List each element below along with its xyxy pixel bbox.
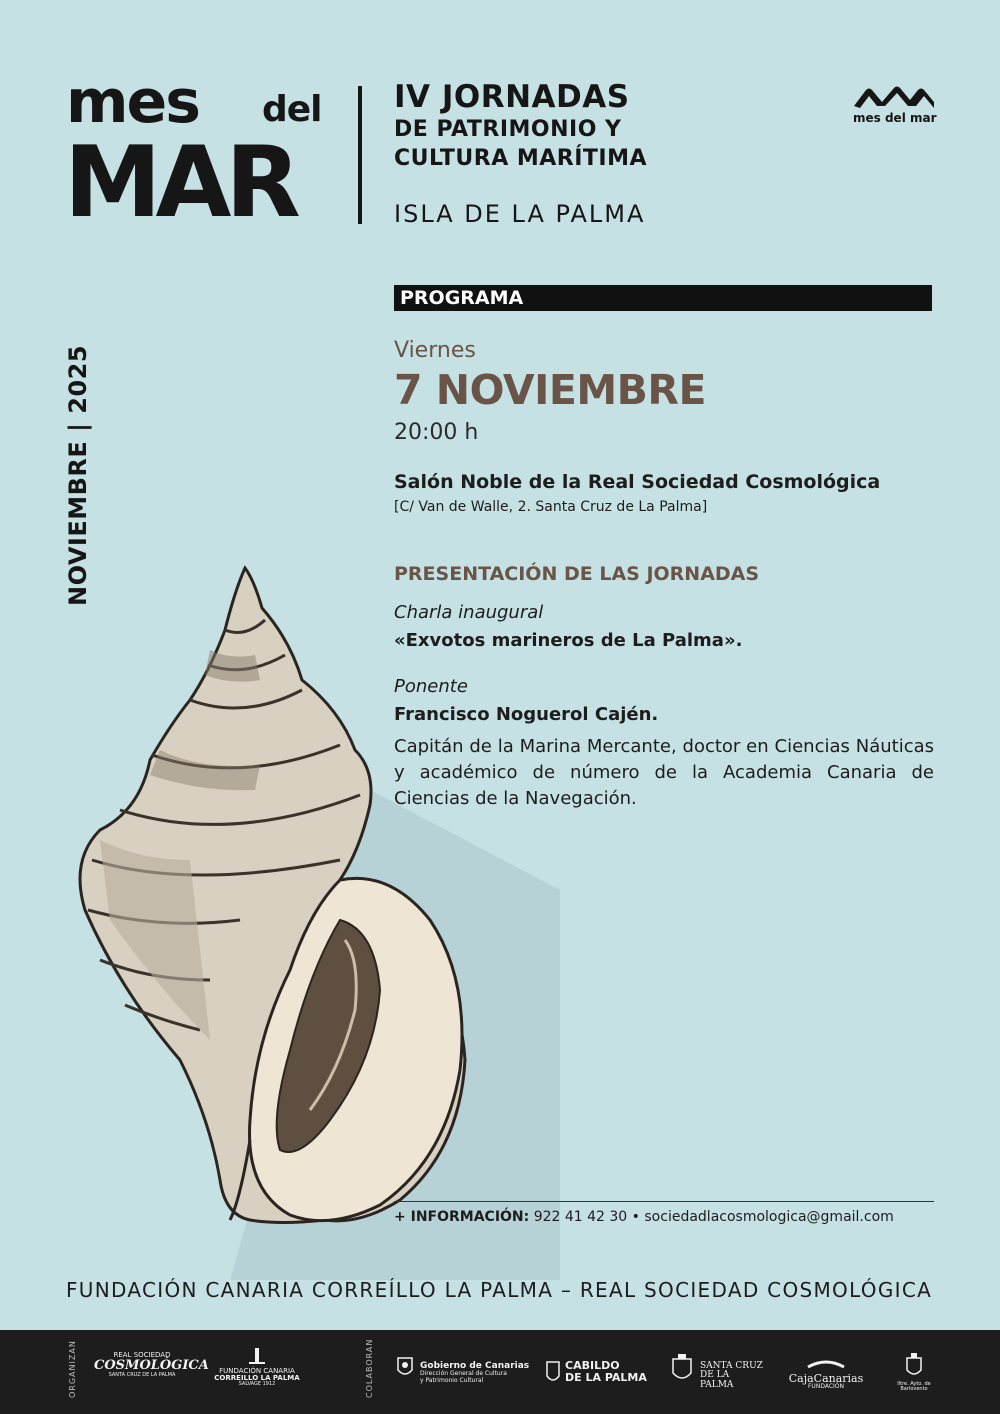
- brand-mes: mes: [66, 67, 199, 137]
- logo-cosmologica-main: COSMOLÓGICA: [94, 1358, 209, 1374]
- logo-gobierno-canarias: [396, 1354, 530, 1384]
- logo-cajacanarias-sub: FUNDACIÓN: [807, 1383, 844, 1391]
- logo-correillo-top: FUNDACIÓN CANARIA: [219, 1366, 295, 1375]
- brand-mar: MAR: [64, 126, 295, 240]
- logo-correillo: [214, 1346, 300, 1388]
- logo-cosmologica-top: REAL SOCIEDAD: [113, 1351, 171, 1359]
- event-address: [C/ Van de Walle, 2. Santa Cruz de La Palma]: [394, 499, 708, 515]
- section-title: PRESENTACIÓN DE LAS JORNADAS: [394, 563, 760, 585]
- organizan-label: ORGANIZAN: [68, 1340, 77, 1398]
- logo-santa-cruz: [670, 1353, 764, 1390]
- side-date: NOVIEMBRE | 2025: [64, 344, 92, 606]
- info-line: [394, 1209, 894, 1225]
- info-separator: •: [631, 1209, 640, 1225]
- header-divider: [358, 86, 362, 224]
- shell-illustration: [40, 560, 560, 1280]
- program-header-label: PROGRAMA: [400, 287, 524, 309]
- coat-of-arms-icon: [396, 1354, 414, 1380]
- logo-cabildo: [545, 1360, 649, 1383]
- logo-cabildo-main: CABILDO: [565, 1359, 620, 1372]
- event-date: 7 NOVIEMBRE: [394, 366, 706, 414]
- logo-cajacanarias: [784, 1356, 868, 1391]
- cajacanarias-wave-icon: [806, 1359, 846, 1369]
- lighthouse-icon: [247, 1346, 267, 1364]
- info-divider: [394, 1201, 934, 1202]
- info-email[interactable]: sociedadlacosmologica@gmail.com: [644, 1209, 894, 1225]
- brand-del: del: [262, 89, 322, 130]
- talk-kind: Charla inaugural: [394, 602, 544, 623]
- talk-title: «Exvotos marineros de La Palma».: [394, 630, 743, 651]
- logo-barlovento: [884, 1352, 944, 1392]
- speaker-kind: Ponente: [394, 676, 468, 697]
- logo-gobierno-main: Gobierno de Canarias: [420, 1361, 530, 1371]
- city-crest-icon: [670, 1353, 694, 1383]
- info-label: + INFORMACIÓN:: [394, 1209, 530, 1225]
- speaker-name: Francisco Noguerol Cajén.: [394, 704, 659, 725]
- event-day: Viernes: [394, 338, 476, 363]
- event-title-line1: IV JORNADAS: [394, 79, 630, 115]
- logo-santa-cruz-main: SANTA CRUZ: [700, 1361, 763, 1371]
- logo-cosmologica-bottom: SANTA CRUZ DE LA PALMA: [108, 1371, 176, 1378]
- event-place: ISLA DE LA PALMA: [394, 200, 646, 228]
- speaker-bio: Capitán de la Marina Mercante, doctor en Ciencias Náuticas y académico de número de la Academia Canaria de Ciencias de la Navegación.: [394, 736, 934, 809]
- event-title-line3: CULTURA MARÍTIMA: [394, 146, 648, 171]
- event-time: 20:00 h: [394, 420, 479, 445]
- logo-correillo-bottom: SALVAGE 1912: [238, 1381, 276, 1388]
- logo-barlovento-text: Iltre. Ayto. de Barlovento: [897, 1380, 931, 1393]
- corner-logo-text: mes del mar: [853, 111, 937, 125]
- logo-gobierno-sub2: y Patrimonio Cultural: [420, 1376, 484, 1384]
- logo-santa-cruz-sub: DE LA PALMA: [700, 1370, 734, 1390]
- foundation-line: FUNDACIÓN CANARIA CORREÍLLO LA PALMA – REAL SOCIEDAD COSMOLÓGICA: [66, 1278, 933, 1302]
- event-venue: Salón Noble de la Real Sociedad Cosmológica: [394, 471, 881, 493]
- logo-cajacanarias-main: CajaCanarias: [788, 1371, 864, 1385]
- logo-correillo-main: CORREILLO LA PALMA: [214, 1374, 300, 1383]
- info-phone[interactable]: 922 41 42 30: [533, 1209, 628, 1225]
- wave-logo-icon: [852, 84, 936, 110]
- logo-cabildo-sub: DE LA PALMA: [565, 1370, 647, 1384]
- logo-gobierno-sub1: Dirección General de Cultura: [420, 1370, 507, 1378]
- logo-cosmologica: [94, 1351, 209, 1378]
- colaboran-label: COLABORAN: [365, 1338, 374, 1398]
- cabildo-icon: [545, 1360, 561, 1386]
- event-title-line2: DE PATRIMONIO Y: [394, 117, 622, 142]
- barlovento-crest-icon: [905, 1352, 923, 1378]
